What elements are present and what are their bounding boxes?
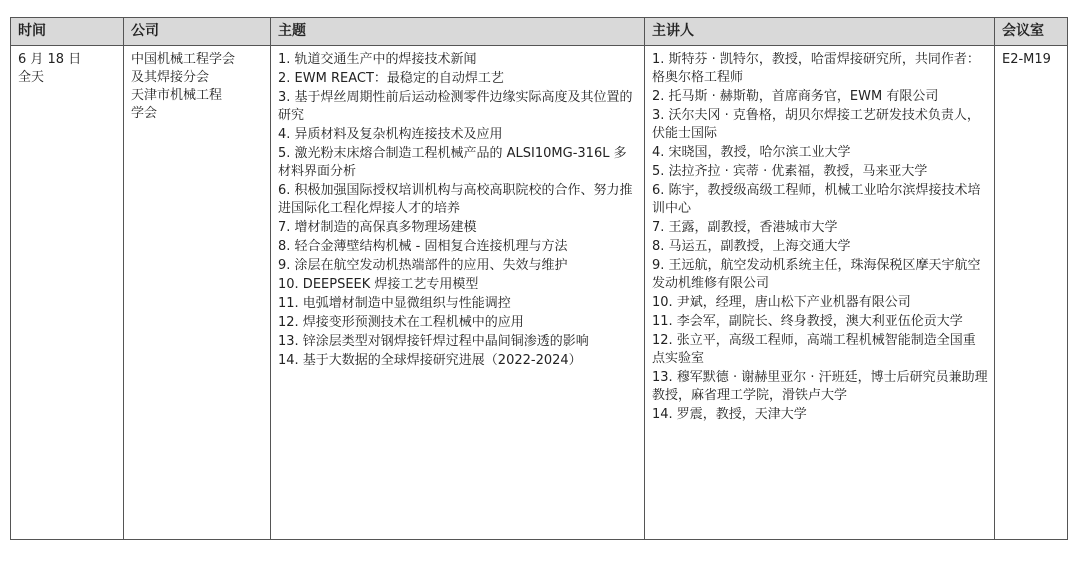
topic-item: 3. 基于焊丝周期性前后运动检测零件边缘实际高度及其位置的研究 — [278, 90, 633, 123]
speaker-item: 5. 法拉齐拉 · 宾蒂 · 优素福，教授，马来亚大学 — [652, 164, 928, 179]
topic-item: 13. 锌涂层类型对钢焊接钎焊过程中晶间铜渗透的影响 — [278, 334, 589, 349]
topic-item: 11. 电弧增材制造中显微组织与性能调控 — [278, 296, 511, 311]
speaker-item: 11. 李会军，副院长、终身教授，澳大利亚伍伦贡大学 — [652, 314, 963, 329]
time-cell — [11, 46, 124, 540]
speaker-cell — [645, 46, 995, 540]
speaker-item: 4. 宋晓国，教授，哈尔滨工业大学 — [652, 145, 851, 160]
topic-item: 8. 轻合金薄壁结构机械 - 固相复合连接机理与方法 — [278, 239, 568, 254]
topic-item: 4. 异质材料及复杂机构连接技术及应用 — [278, 127, 503, 142]
company-line: 天津市机械工程 — [131, 88, 223, 103]
topic-item: 2. EWM REACT：最稳定的自动焊工艺 — [278, 71, 504, 86]
table-row — [11, 46, 1068, 540]
company-line: 中国机械工程学会 — [131, 52, 236, 67]
header-topic: 主题 — [271, 18, 645, 46]
speaker-item: 9. 王远航，航空发动机系统主任，珠海保税区摩天宇航空发动机维修有限公司 — [652, 258, 981, 291]
speaker-item: 6. 陈宇，教授级高级工程师，机械工业哈尔滨焊接技术培训中心 — [652, 183, 981, 216]
speaker-item: 2. 托马斯 · 赫斯勒，首席商务官，EWM 有限公司 — [652, 89, 939, 104]
company-line: 学会 — [131, 106, 158, 121]
topic-item: 1. 轨道交通生产中的焊接技术新闻 — [278, 52, 477, 67]
speaker-item: 14. 罗震，教授，天津大学 — [652, 407, 807, 422]
header-row — [11, 18, 1068, 46]
speaker-item: 10. 尹斌，经理，唐山松下产业机器有限公司 — [652, 295, 911, 310]
company-cell — [124, 46, 271, 540]
speaker-item: 1. 斯特芬 · 凯特尔，教授，哈雷焊接研究所，共同作者：格奥尔格工程师 — [652, 52, 980, 85]
topic-item: 6. 积极加强国际授权培训机构与高校高职院校的合作、努力推进国际化工程化焊接人才的培养 — [278, 183, 633, 216]
topic-list — [278, 51, 638, 370]
topic-item: 9. 涂层在航空发动机热端部件的应用、失效与维护 — [278, 258, 568, 273]
schedule-table — [10, 17, 1068, 540]
header-time: 时间 — [11, 18, 124, 46]
room-cell: E2-M19 — [995, 46, 1068, 540]
speaker-list — [652, 51, 988, 424]
topic-item: 14. 基于大数据的全球焊接研究进展（2022-2024） — [278, 353, 582, 368]
topic-item: 10. DEEPSEEK 焊接工艺专用模型 — [278, 277, 479, 292]
topic-item: 12. 焊接变形预测技术在工程机械中的应用 — [278, 315, 524, 330]
speaker-item: 8. 马运五，副教授，上海交通大学 — [652, 239, 851, 254]
speaker-item: 13. 穆军默德 · 谢赫里亚尔 · 汗班廷，博士后研究员兼助理教授，麻省理工学院，滑铁卢大学 — [652, 370, 988, 403]
header-room: 会议室 — [995, 18, 1068, 46]
header-company: 公司 — [124, 18, 271, 46]
topic-cell — [271, 46, 645, 540]
time-date: 6 月 18 日 — [18, 52, 82, 67]
topic-item: 7. 增材制造的高保真多物理场建模 — [278, 220, 477, 235]
company-line: 及其焊接分会 — [131, 70, 210, 85]
topic-item: 5. 激光粉末床熔合制造工程机械产品的 ALSI10MG-316L 多材料界面分析 — [278, 146, 627, 179]
header-speaker: 主讲人 — [645, 18, 995, 46]
speaker-item: 7. 王露，副教授，香港城市大学 — [652, 220, 838, 235]
speaker-item: 3. 沃尔夫冈 · 克鲁格，胡贝尔焊接工艺研发技术负责人，伏能士国际 — [652, 108, 980, 141]
time-span: 全天 — [18, 70, 45, 85]
speaker-item: 12. 张立平，高级工程师，高端工程机械智能制造全国重点实验室 — [652, 333, 976, 366]
